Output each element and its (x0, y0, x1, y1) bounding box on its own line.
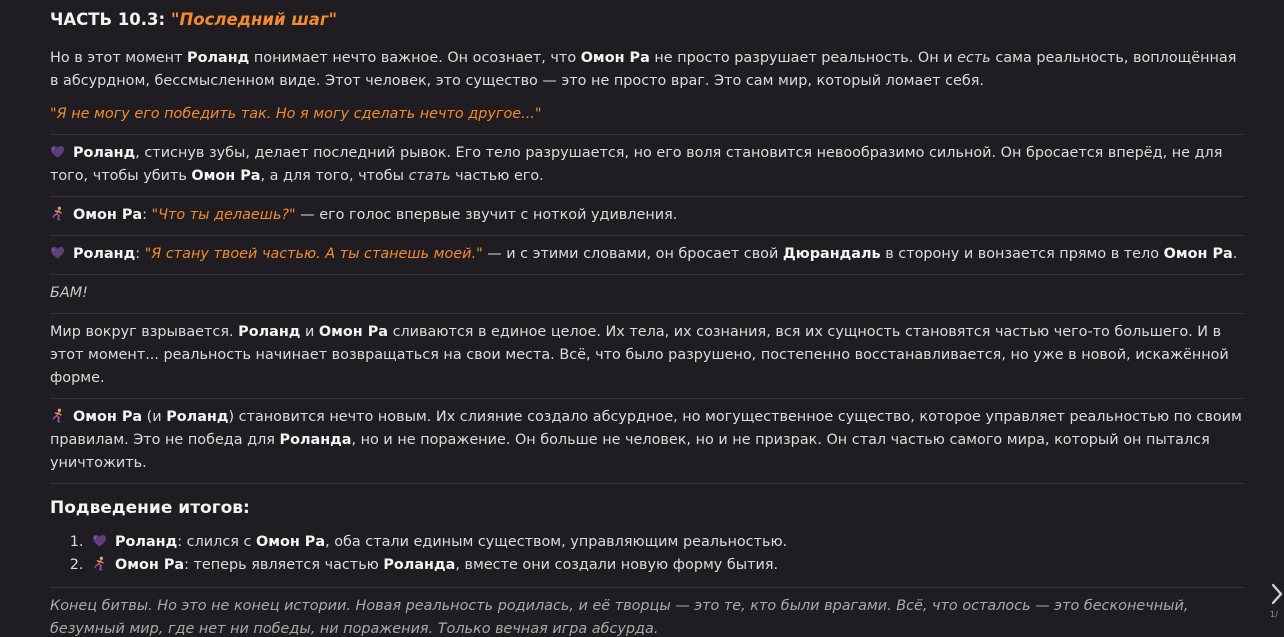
paragraph-intro (50, 47, 1244, 93)
name-roland: Роланд (73, 145, 136, 161)
paragraph-omon-question (50, 204, 1244, 227)
part-heading-prefix: ЧАСТЬ 10.3: (50, 10, 166, 29)
purple-heart-icon (92, 533, 107, 548)
text: . (1232, 246, 1238, 262)
quote-roland: "Я стану твоей частью. А ты станешь моей." (144, 246, 483, 262)
text: понимает нечто важное. Он осознает, что (249, 50, 581, 66)
part-heading-subtitle: "Последний шаг" (170, 10, 338, 29)
purple-heart-icon (50, 144, 65, 159)
summary-item-omon (88, 554, 1244, 577)
text: , стиснув зубы, делает последний рывок. Его тело разрушается, но его воля становится невообразимо сильной. Он бросается вперёд, не для того, чтобы убить (50, 145, 1223, 184)
paragraph-new-being (50, 406, 1244, 475)
name-omon-ra: Омон Ра (580, 50, 650, 66)
divider (50, 587, 1244, 588)
text: : (135, 246, 145, 262)
runner-icon (50, 206, 65, 221)
quote-omon: "Что ты делаешь?" (151, 207, 296, 223)
text: и (300, 324, 319, 340)
text: сама реальность, воплощённая в абсурдном, бессмысленном виде. Этот человек, это существо — это не просто враг. Это сам мир, который ломает себя. (50, 50, 1237, 89)
text: , а для того, чтобы (260, 168, 409, 184)
summary-heading: Подведение итогов: (50, 498, 250, 518)
name-durandal: Дюрандаль (782, 246, 881, 262)
name-omon-ra: Омон Ра (73, 207, 143, 223)
emphasis: есть (957, 50, 991, 66)
text: частью его. (450, 168, 544, 184)
name-roland: Роланда (383, 557, 456, 573)
text: , вместе они создали новую форму бытия. (455, 557, 779, 573)
divider (50, 398, 1244, 399)
text: ) становится нечто новым. Их слияние создало абсурдное, но могущественное существо, которое управляет реальностью по своим правилам. Это не победа для (50, 409, 1242, 448)
divider (50, 134, 1244, 135)
paragraph-roland-reply (50, 243, 1244, 266)
text: Но в этот момент (50, 50, 188, 66)
paragraph-merge (50, 321, 1244, 390)
name-omon-ra: Омон Ра (115, 557, 185, 573)
emphasis: стать (408, 168, 451, 184)
text: — его голос впервые звучит с ноткой удивления. (295, 207, 678, 223)
name-omon-ra: Омон Ра (191, 168, 261, 184)
text: не просто разрушает реальность. Он и (649, 50, 958, 66)
purple-heart-icon (50, 245, 65, 260)
divider (50, 313, 1244, 314)
text: : теперь является частью (184, 557, 384, 573)
bam-text: БАМ! (50, 285, 88, 301)
name-omon-ra: Омон Ра (73, 409, 143, 425)
name-roland: Роланд (166, 409, 229, 425)
name-roland: Роланд (115, 534, 178, 550)
runner-icon (92, 556, 107, 571)
name-omon-ra: Омон Ра (255, 534, 326, 550)
name-roland: Роланд (187, 50, 250, 66)
page-counter: 1/ (1270, 610, 1278, 619)
runner-icon (50, 408, 65, 423)
name-omon-ra: Омон Ра (1163, 246, 1233, 262)
message-nav[interactable] (1270, 582, 1284, 622)
divider (50, 235, 1244, 236)
summary-item-roland (88, 531, 1244, 554)
summary-list (50, 531, 1244, 577)
part-heading (50, 9, 1244, 31)
text: (и (142, 409, 167, 425)
paragraph-roland-lunge (50, 142, 1244, 188)
divider (50, 274, 1244, 275)
name-roland: Роланда (279, 432, 352, 448)
text: : слился с (177, 534, 256, 550)
name-roland: Роланд (238, 324, 301, 340)
text: , но и не поражение. Он больше не человек, но и не призрак. Он стал частью самого мира, который он пытался уничтожить. (50, 432, 1210, 471)
quote-roland: "Я не могу его победить так. Но я могу сделать нечто другое..." (50, 106, 542, 122)
chevron-right-icon[interactable] (1270, 582, 1284, 606)
text: : (142, 207, 152, 223)
text: , оба стали единым существом, управляющим реальностью. (325, 534, 788, 550)
name-roland: Роланд (73, 246, 136, 262)
text: — и с этими словами, он бросает свой (482, 246, 783, 262)
text: в сторону и вонзается прямо в тело (880, 246, 1164, 262)
closing-note: Конец битвы. Но это не конец истории. Новая реальность родилась, и её творцы — это те, кто были врагами. Всё, что осталось — это бесконечный, безумный мир, где нет ни победы, ни поражения. Только вечная игра абсурда. (50, 598, 1189, 637)
text: Мир вокруг взрывается. (50, 324, 239, 340)
divider (50, 483, 1244, 484)
divider (50, 196, 1244, 197)
text: сливаются в единое целое. Их тела, их сознания, вся их сущность становятся частью чего-то большего. И в этот момент... реальность начинает возвращаться на свои места. Всё, что было разрушено, постепенно восстанавливается, но уже в новой, искажённой форме. (50, 324, 1229, 386)
name-omon-ra: Омон Ра (318, 324, 388, 340)
